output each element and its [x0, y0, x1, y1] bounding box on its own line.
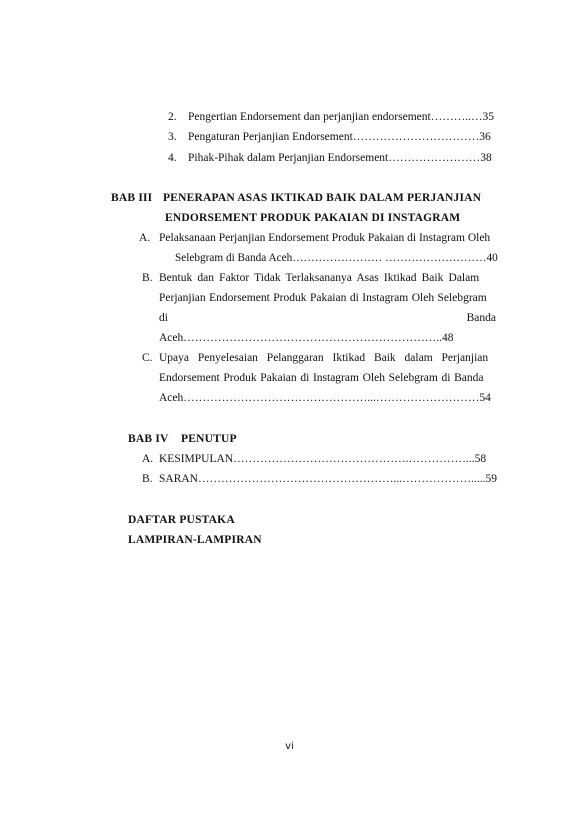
toc-item-line: Upaya Penyelesaian Pelanggaran Iktikad Baik dalam Perjanjian — [159, 352, 489, 364]
toc-subitem-number: 2. — [168, 111, 177, 123]
toc-item-letter: B. — [142, 473, 153, 485]
bab3-title-line1: PENERAPAN ASAS IKTIKAD BAIK DALAM PERJANJIAN — [163, 192, 482, 204]
toc-item-line: Selebgram di Banda Aceh…………………… ………………………40 — [175, 252, 498, 264]
toc-subitem-number: 4. — [168, 152, 177, 164]
bab4-title: PENUTUP — [181, 433, 237, 445]
toc-item-word: di — [159, 312, 168, 324]
toc-subitem-text: Pengertian Endorsement dan perjanjian endorsement………..…35 — [188, 111, 494, 123]
toc-subitem-number: 3. — [168, 131, 177, 143]
toc-item-line: Pelaksanaan Perjanjian Endorsement Produk Pakaian di Instagram Oleh — [159, 232, 491, 244]
bab4-label: BAB IV — [128, 433, 169, 445]
toc-item-letter: A. — [139, 232, 151, 244]
page-number: vi — [285, 741, 294, 752]
lampiran: LAMPIRAN-LAMPIRAN — [128, 534, 262, 546]
toc-item-line: Bentuk dan Faktor Tidak Terlaksananya Asas Iktikad Baik Dalam — [159, 272, 480, 284]
toc-item-line: SARAN……………………………………………...……………….....59 — [159, 473, 497, 485]
bab3-label: BAB III — [111, 192, 153, 204]
toc-item-word: Banda — [466, 312, 496, 324]
bab3-title-line2: ENDORSEMENT PRODUK PAKAIAN DI INSTAGRAM — [165, 212, 461, 224]
toc-item-justified-line — [159, 311, 496, 325]
toc-subitem-text: Pihak-Pihak dalam Perjanjian Endorsement……………………38 — [188, 152, 492, 164]
daftar-pustaka: DAFTAR PUSTAKA — [128, 514, 235, 526]
toc-item-line: Endorsement Produk Pakaian di Instagram Oleh Selebgram di Banda — [159, 372, 484, 384]
toc-item-letter: C. — [142, 352, 153, 364]
toc-item-line: Aceh…………………………………………...………………………54 — [159, 392, 491, 404]
toc-item-line: Aceh…………………………………………………………..48 — [159, 332, 454, 344]
toc-subitem-text: Pengaturan Perjanjian Endorsement……………………………36 — [188, 131, 491, 143]
toc-item-letter: A. — [142, 453, 154, 465]
toc-item-line: KESIMPULAN……………………………………….……………...58 — [159, 453, 487, 465]
toc-item-line: Perjanjian Endorsement Produk Pakaian di Instagram Oleh Selebgram — [159, 292, 487, 304]
toc-item-letter: B. — [142, 272, 153, 284]
